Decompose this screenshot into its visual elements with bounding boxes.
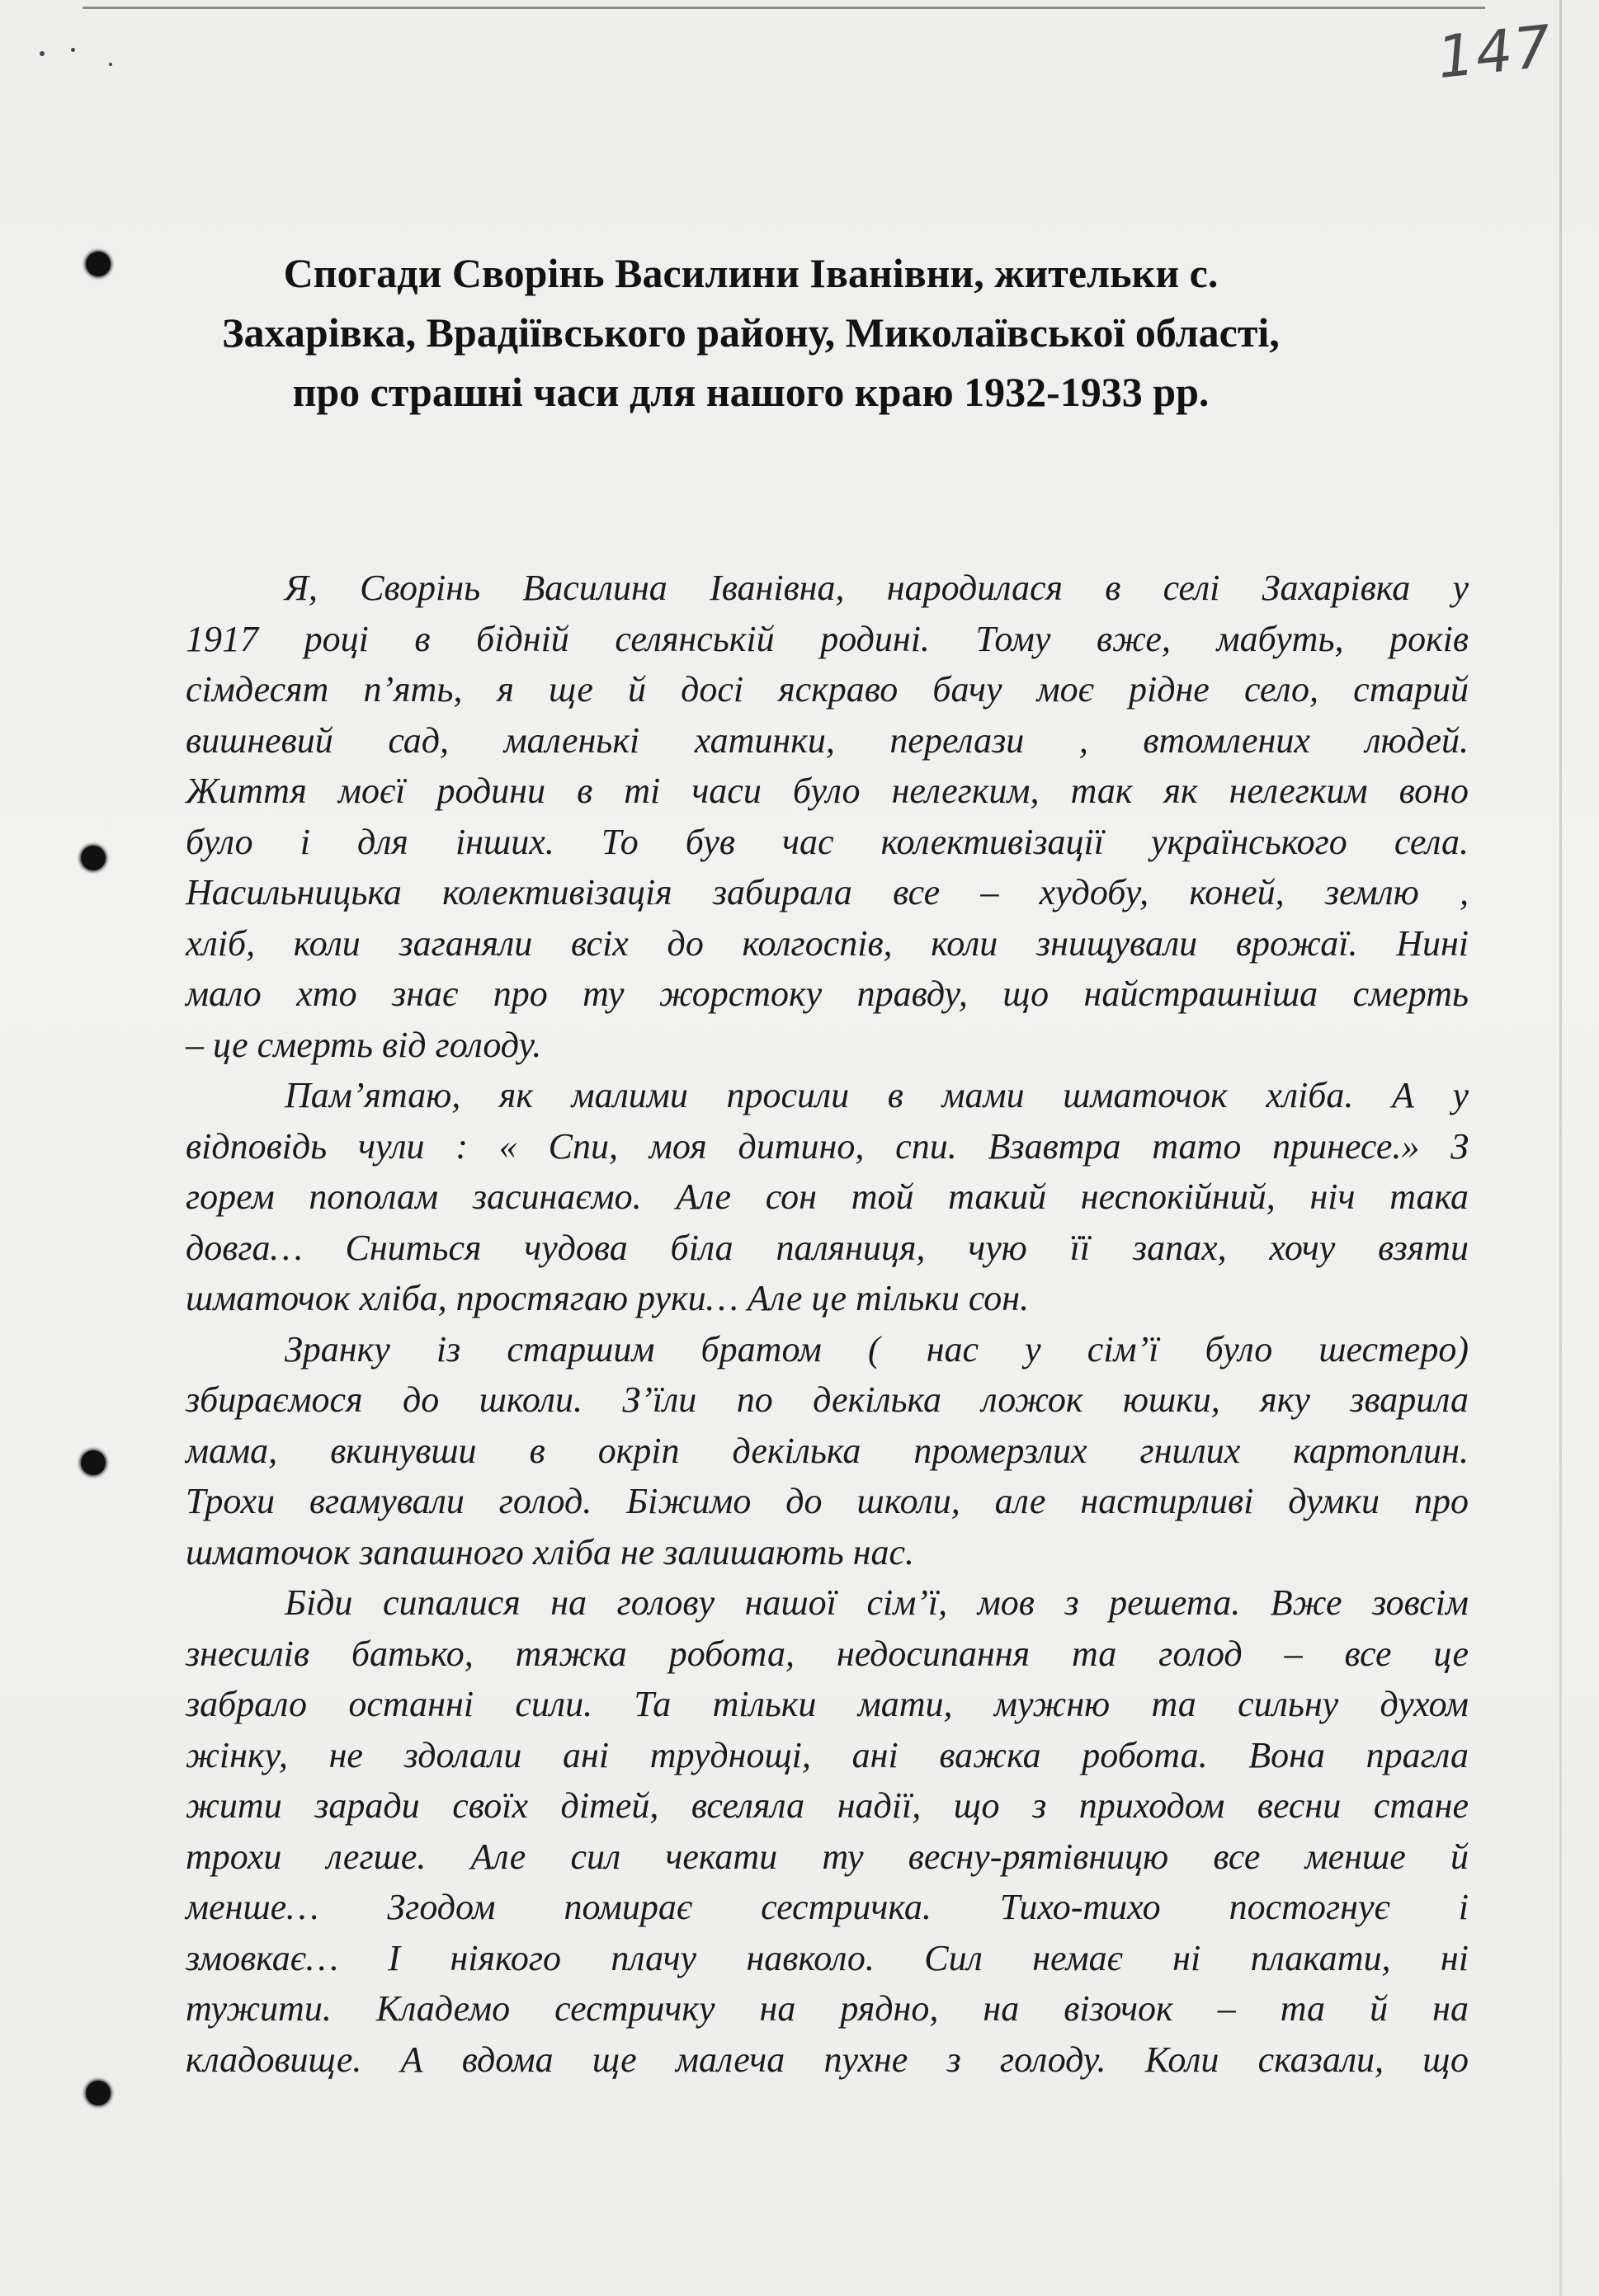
text-line: тужити. Кладемо сестричку на рядно, на візочок – та й на <box>186 1988 1469 2029</box>
text-line: жінку, не здолали ані труднощі, ані важка робота. Вона прагла <box>186 1734 1469 1775</box>
text-line: Зранку із старшим братом ( нас у сім’ї було шестеро) <box>285 1328 1469 1370</box>
text-line: Біди сипалися на голову нашої сім’ї, мов з решета. Вже зовсім <box>285 1582 1469 1623</box>
document-title <box>165 243 1337 422</box>
text-line: – це смерть від голоду. <box>186 1024 542 1065</box>
text-line: забрало останні сили. Та тільки мати, мужню та сильну духом <box>186 1684 1469 1724</box>
scan-speck <box>109 63 112 66</box>
text-line: Життя моєї родини в ті часи було нелегким, так як нелегким воно <box>186 771 1469 811</box>
text-line: трохи легше. Але сил чекати ту весну-рятівницю все менше й <box>186 1836 1469 1877</box>
binder-hole <box>86 252 111 276</box>
text-line: Я, Сворінь Василина Іванівна, народилася в селі Захарівка у <box>285 568 1469 608</box>
title-line: Захарівка, Врадіївського району, Миколаївської області, <box>222 309 1280 356</box>
text-line: знесилів батько, тяжка робота, недосипання та голод – все це <box>186 1633 1469 1674</box>
text-line: шматочок хліба, простягаю руки… Але це тільки сон. <box>186 1278 1030 1318</box>
binder-hole <box>86 2081 111 2105</box>
text-line: 1917 році в бідній селянській родині. Тому вже, мабуть, років <box>186 618 1469 659</box>
text-line: вишневий сад, маленькі хатинки, перелази , втомлених людей. <box>186 719 1469 761</box>
text-line: змовкає… І ніякого плачу навколо. Сил немає ні плакати, ні <box>186 1937 1469 1978</box>
text-line: відповідь чули : « Спи, моя дитино, спи. Взавтра тато принесе.» З <box>186 1125 1469 1167</box>
text-line: мало хто знає про ту жорстоку правду, що найстрашніша смерть <box>186 974 1469 1014</box>
text-line: довга… Сниться чудова біла паляниця, чую її запах, хочу взяти <box>186 1227 1469 1268</box>
text-line: кладовище. А вдома ще малеча пухне з голоду. Коли сказали, що <box>186 2039 1469 2080</box>
text-line: мама, вкинувши в окріп декілька промерзлих гнилих картоплин. <box>186 1430 1469 1471</box>
binder-hole <box>81 1450 106 1475</box>
text-line: хліб, коли заганяли всіх до колгоспів, коли знищували врожаї. Нині <box>186 922 1469 964</box>
text-line: Насильницька колективізація забирала все – худобу, коней, землю , <box>186 872 1469 912</box>
memoir-body <box>186 563 1469 2085</box>
title-line: Спогади Сворінь Василини Іванівни, жительки с. <box>283 250 1219 296</box>
page-number: 147 <box>1434 12 1556 92</box>
text-line: сімдесят п’ять, я ще й досі яскраво бачу моє рідне село, старий <box>186 669 1469 710</box>
text-line: шматочок запашного хліба не залишають нас. <box>186 1531 915 1572</box>
scan-speck <box>40 51 45 56</box>
page-fold-line <box>1559 0 1562 2296</box>
page-top-edge <box>83 7 1485 9</box>
title-line: про страшні часи для нашого краю 1932-1933 рр. <box>292 369 1210 415</box>
text-line: менше… Згодом помирає сестричка. Тихо-тихо постогнує і <box>186 1887 1469 1927</box>
text-line: Пам’ятаю, як малими просили в мами шматочок хліба. А у <box>285 1075 1469 1115</box>
binder-hole <box>81 846 106 870</box>
text-line: Трохи вгамували голод. Біжимо до школи, але настирливі думки про <box>186 1481 1469 1521</box>
text-line: було і для інших. То був час колективізації українського села. <box>186 821 1469 862</box>
scan-speck <box>71 48 75 52</box>
text-line: жити заради своїх дітей, вселяла надії, що з приходом весни стане <box>186 1785 1469 1826</box>
text-line: збираємося до школи. З’їли по декілька ложок юшки, яку зварила <box>186 1379 1469 1420</box>
text-line: горем пополам засинаємо. Але сон той такий неспокійний, ніч така <box>186 1176 1469 1217</box>
